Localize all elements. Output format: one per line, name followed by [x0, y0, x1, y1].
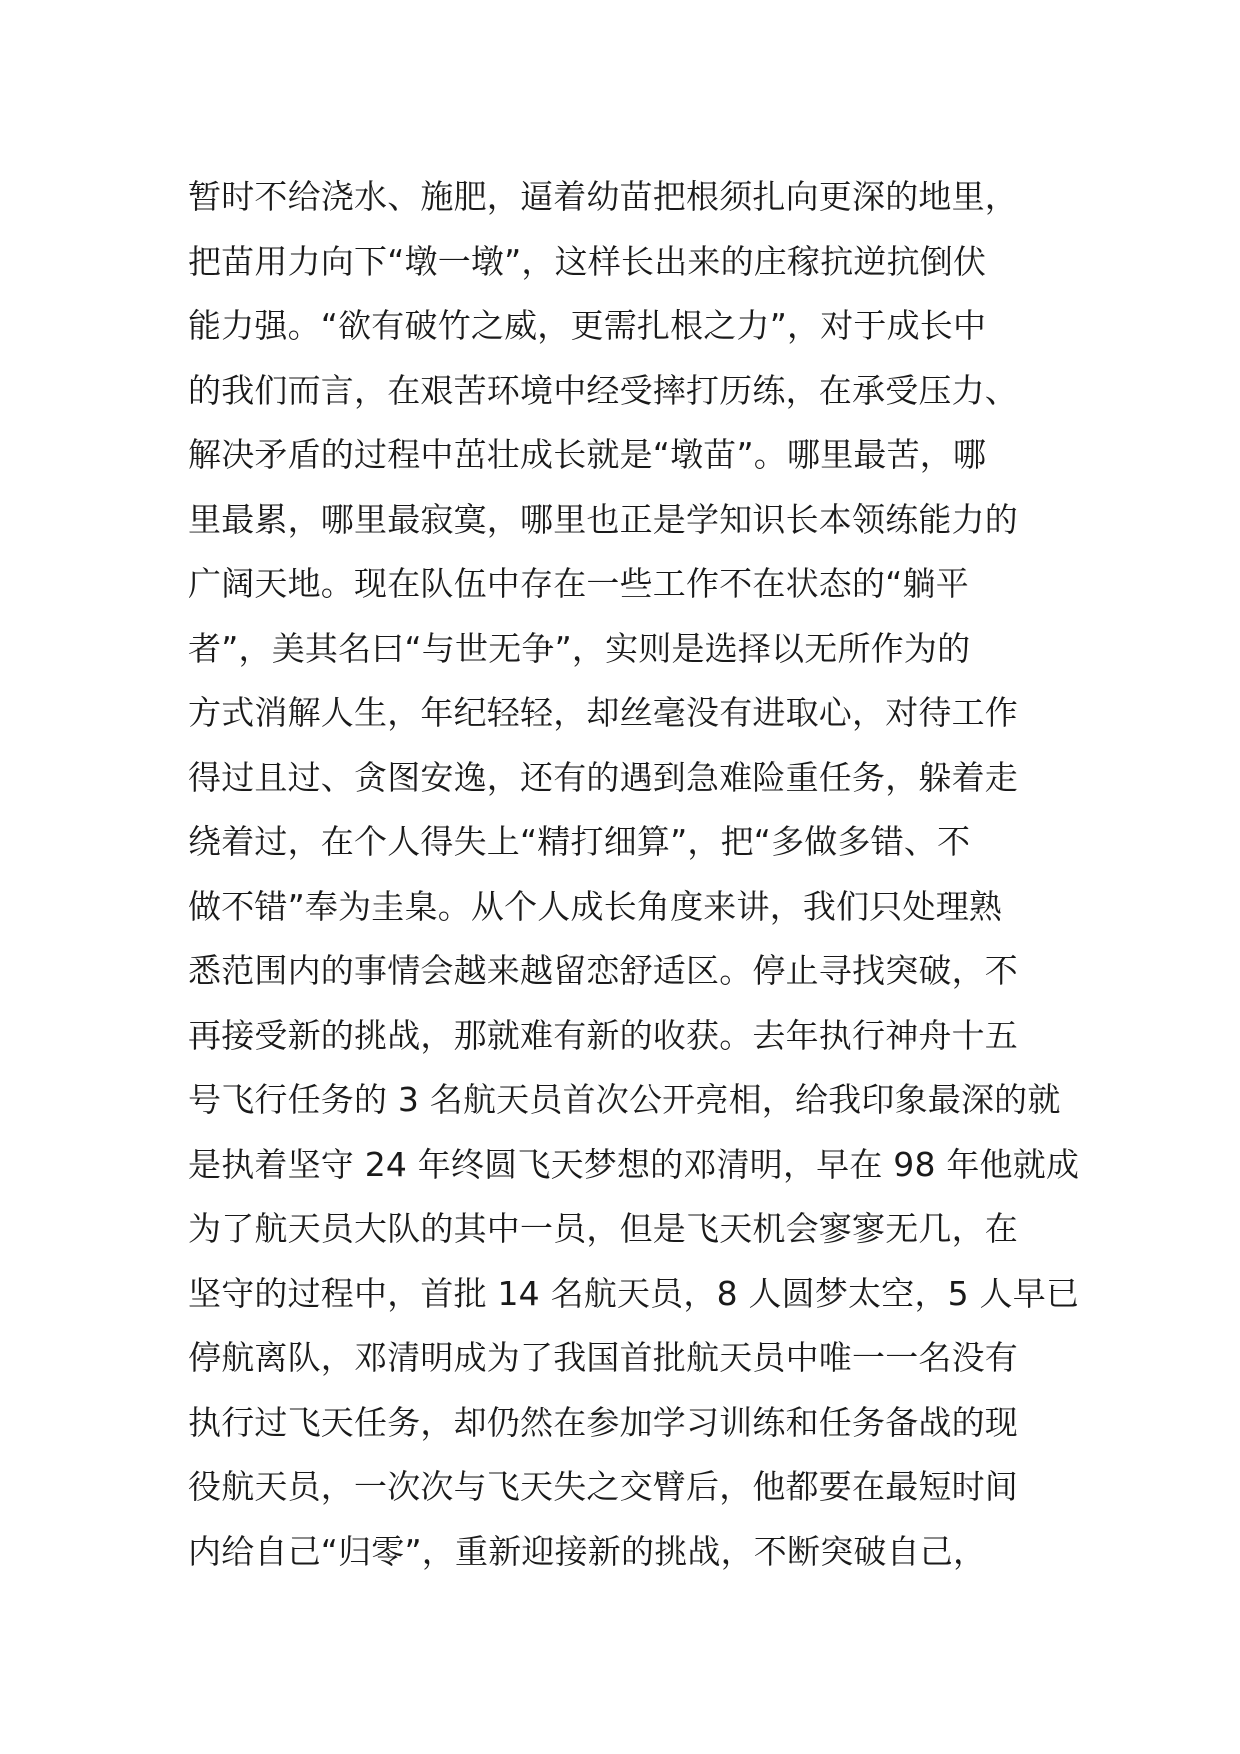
- text-line: 执行过飞天任务，却仍然在参加学习训练和任务备战的现: [188, 1402, 1018, 1442]
- text-line: 役航天员，一次次与飞天失之交臂后，他都要在最短时间: [188, 1467, 1018, 1506]
- text-line: 坚守的过程中，首批 14 名航天员，8 人圆梦太空，5 人早已: [188, 1273, 1080, 1313]
- text-line: 解决矛盾的过程中茁壮成长就是“墩苗”。哪里最苦，哪: [188, 435, 987, 474]
- text-line: 方式消解人生，年纪轻轻，却丝毫没有进取心，对待工作: [188, 693, 1018, 732]
- text-line: 为了航天员大队的其中一员，但是飞天机会寥寥无几，在: [188, 1209, 1018, 1248]
- text-line: 里最累，哪里最寂寞，哪里也正是学知识长本领练能力的: [188, 499, 1018, 539]
- text-line: 停航离队，邓清明成为了我国首批航天员中唯一一名没有: [188, 1338, 1018, 1377]
- text-line: 绕着过，在个人得失上“精打细算”，把“多做多错、不: [188, 822, 971, 861]
- text-line: 是执着坚守 24 年终圆飞天梦想的邓清明，早在 98 年他就成: [188, 1144, 1080, 1184]
- text-line: 悉范围内的事情会越来越留恋舒适区。停止寻找突破，不: [188, 951, 1018, 990]
- text-line: 者”，美其名曰“与世无争”，实则是选择以无所作为的: [188, 628, 971, 668]
- text-line: 得过且过、贪图安逸，还有的遇到急难险重任务，躲着走: [188, 757, 1018, 797]
- text-line: 的我们而言，在艰苦环境中经受摔打历练，在承受压力、: [188, 370, 1018, 410]
- text-line: 号飞行任务的 3 名航天员首次公开亮相，给我印象最深的就: [188, 1080, 1061, 1119]
- text-line: 做不错”奉为圭臬。从个人成长角度来讲，我们只处理熟: [188, 886, 1003, 926]
- text-line: 广阔天地。现在队伍中存在一些工作不在状态的“躺平: [188, 564, 969, 603]
- text-line: 暂时不给浇水、施肥，逼着幼苗把根须扎向更深的地里，: [188, 177, 1018, 216]
- text-line: 再接受新的挑战，那就难有新的收获。去年执行神舟十五: [188, 1015, 1018, 1055]
- text-line: 能力强。“欲有破竹之威，更需扎根之力”，对于成长中: [188, 306, 987, 345]
- body-text: [188, 165, 1080, 1584]
- text-line: 内给自己“归零”，重新迎接新的挑战，不断突破自己，: [188, 1531, 987, 1571]
- text-line: 把苗用力向下“墩一墩”，这样长出来的庄稼抗逆抗倒伏: [188, 241, 987, 281]
